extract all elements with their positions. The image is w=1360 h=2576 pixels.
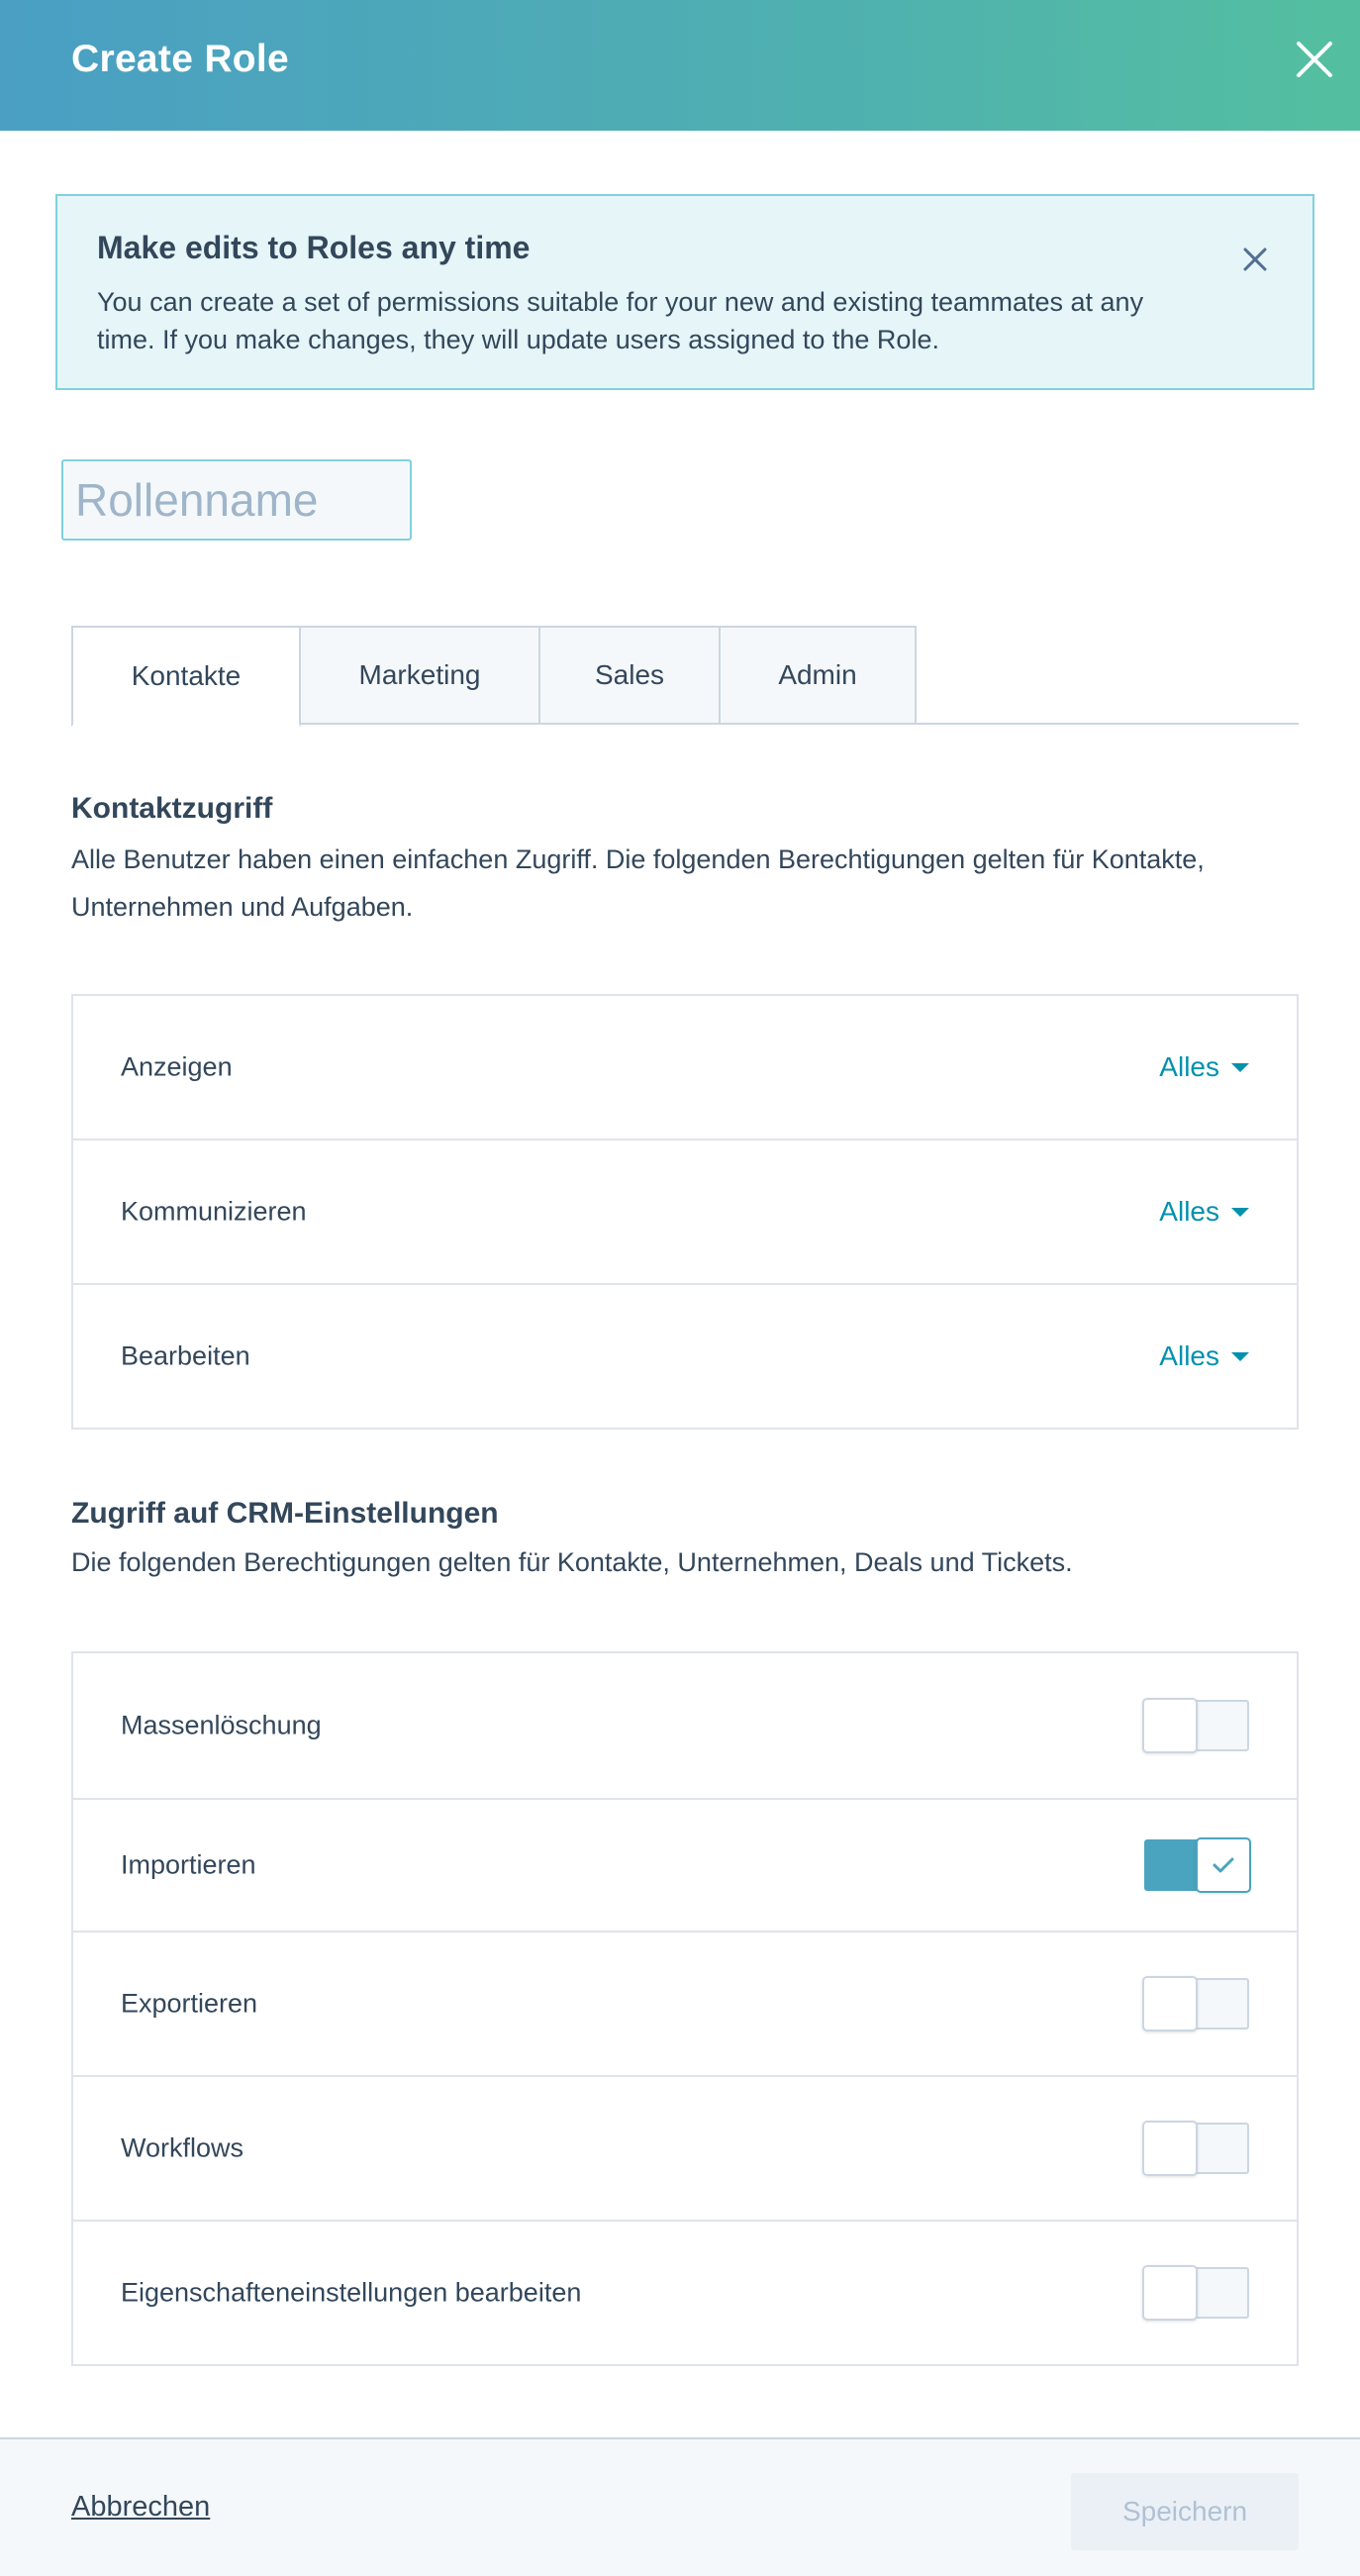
tab-marketing[interactable]: Marketing — [299, 626, 540, 725]
tab-kontakte[interactable]: Kontakte — [71, 626, 301, 727]
permission-label: Exportieren — [121, 1988, 258, 2019]
permission-row — [73, 1140, 1297, 1285]
role-name-input[interactable] — [61, 459, 412, 541]
permission-dropdown[interactable] — [1159, 1340, 1249, 1372]
permission-label: Eigenschafteneinstellungen bearbeiten — [121, 2277, 582, 2308]
permission-dropdown[interactable] — [1159, 1196, 1249, 1228]
dropdown-value: Alles — [1159, 1340, 1219, 1371]
crm-settings-title: Zugriff auf CRM-Einstellungen — [71, 1497, 499, 1530]
permission-label: Kommunizieren — [121, 1196, 307, 1227]
permission-row — [73, 1932, 1297, 2077]
permission-label: Workflows — [121, 2132, 244, 2163]
permission-label: Importieren — [121, 1849, 256, 1880]
caret-down-icon — [1231, 1063, 1249, 1072]
toggle-knob — [1142, 2265, 1198, 2321]
info-alert — [55, 194, 1314, 390]
modal-header — [0, 0, 1360, 131]
permission-label: Anzeigen — [121, 1051, 233, 1082]
close-icon[interactable] — [1237, 242, 1273, 277]
dropdown-value: Alles — [1159, 1051, 1219, 1082]
toggle-switch[interactable] — [1144, 1978, 1249, 2030]
toggle-knob — [1142, 2121, 1198, 2176]
crm-settings-panel — [71, 1651, 1299, 2366]
toggle-switch[interactable] — [1144, 1700, 1249, 1751]
toggle-knob — [1142, 1976, 1198, 2031]
permission-row — [73, 1800, 1297, 1932]
alert-body: You can create a set of permissions suitable for your new and existing teammates at any time. If you make changes, they will update users assigned to the Role. — [97, 287, 1144, 354]
tab-bar — [71, 626, 1299, 725]
cancel-link[interactable]: Abbrechen — [71, 2491, 211, 2523]
permission-label: Massenlöschung — [121, 1710, 322, 1740]
save-button[interactable]: Speichern — [1071, 2473, 1299, 2550]
checkmark-icon — [1211, 1854, 1236, 1876]
caret-down-icon — [1231, 1352, 1249, 1361]
toggle-switch[interactable] — [1144, 2123, 1249, 2174]
toggle-knob — [1142, 1698, 1198, 1753]
permission-row — [73, 2222, 1297, 2364]
permission-row — [73, 1653, 1297, 1800]
crm-settings-description: Die folgenden Berechtigungen gelten für Kontakte, Unternehmen, Deals und Tickets. — [71, 1547, 1073, 1577]
caret-down-icon — [1231, 1208, 1249, 1217]
modal-footer — [0, 2437, 1360, 2576]
permission-row — [73, 1285, 1297, 1428]
tab-sales[interactable]: Sales — [538, 626, 721, 725]
contact-access-description: Alle Benutzer haben einen einfachen Zugriff. Die folgenden Berechtigungen gelten für Kontakte, Unternehmen und Aufgaben. — [71, 844, 1205, 922]
permission-row — [73, 996, 1297, 1140]
modal-title: Create Role — [71, 38, 290, 80]
toggle-switch[interactable] — [1144, 2267, 1249, 2319]
permission-label: Bearbeiten — [121, 1340, 250, 1371]
contact-access-panel — [71, 994, 1299, 1430]
tab-admin[interactable]: Admin — [719, 626, 917, 725]
permission-dropdown[interactable] — [1159, 1051, 1249, 1083]
contact-access-title: Kontaktzugriff — [71, 792, 273, 825]
dropdown-value: Alles — [1159, 1196, 1219, 1227]
alert-title: Make edits to Roles any time — [97, 230, 531, 265]
toggle-switch[interactable] — [1144, 1839, 1249, 1891]
permission-row — [73, 2077, 1297, 2222]
toggle-knob — [1196, 1837, 1251, 1893]
close-icon[interactable] — [1293, 38, 1336, 81]
